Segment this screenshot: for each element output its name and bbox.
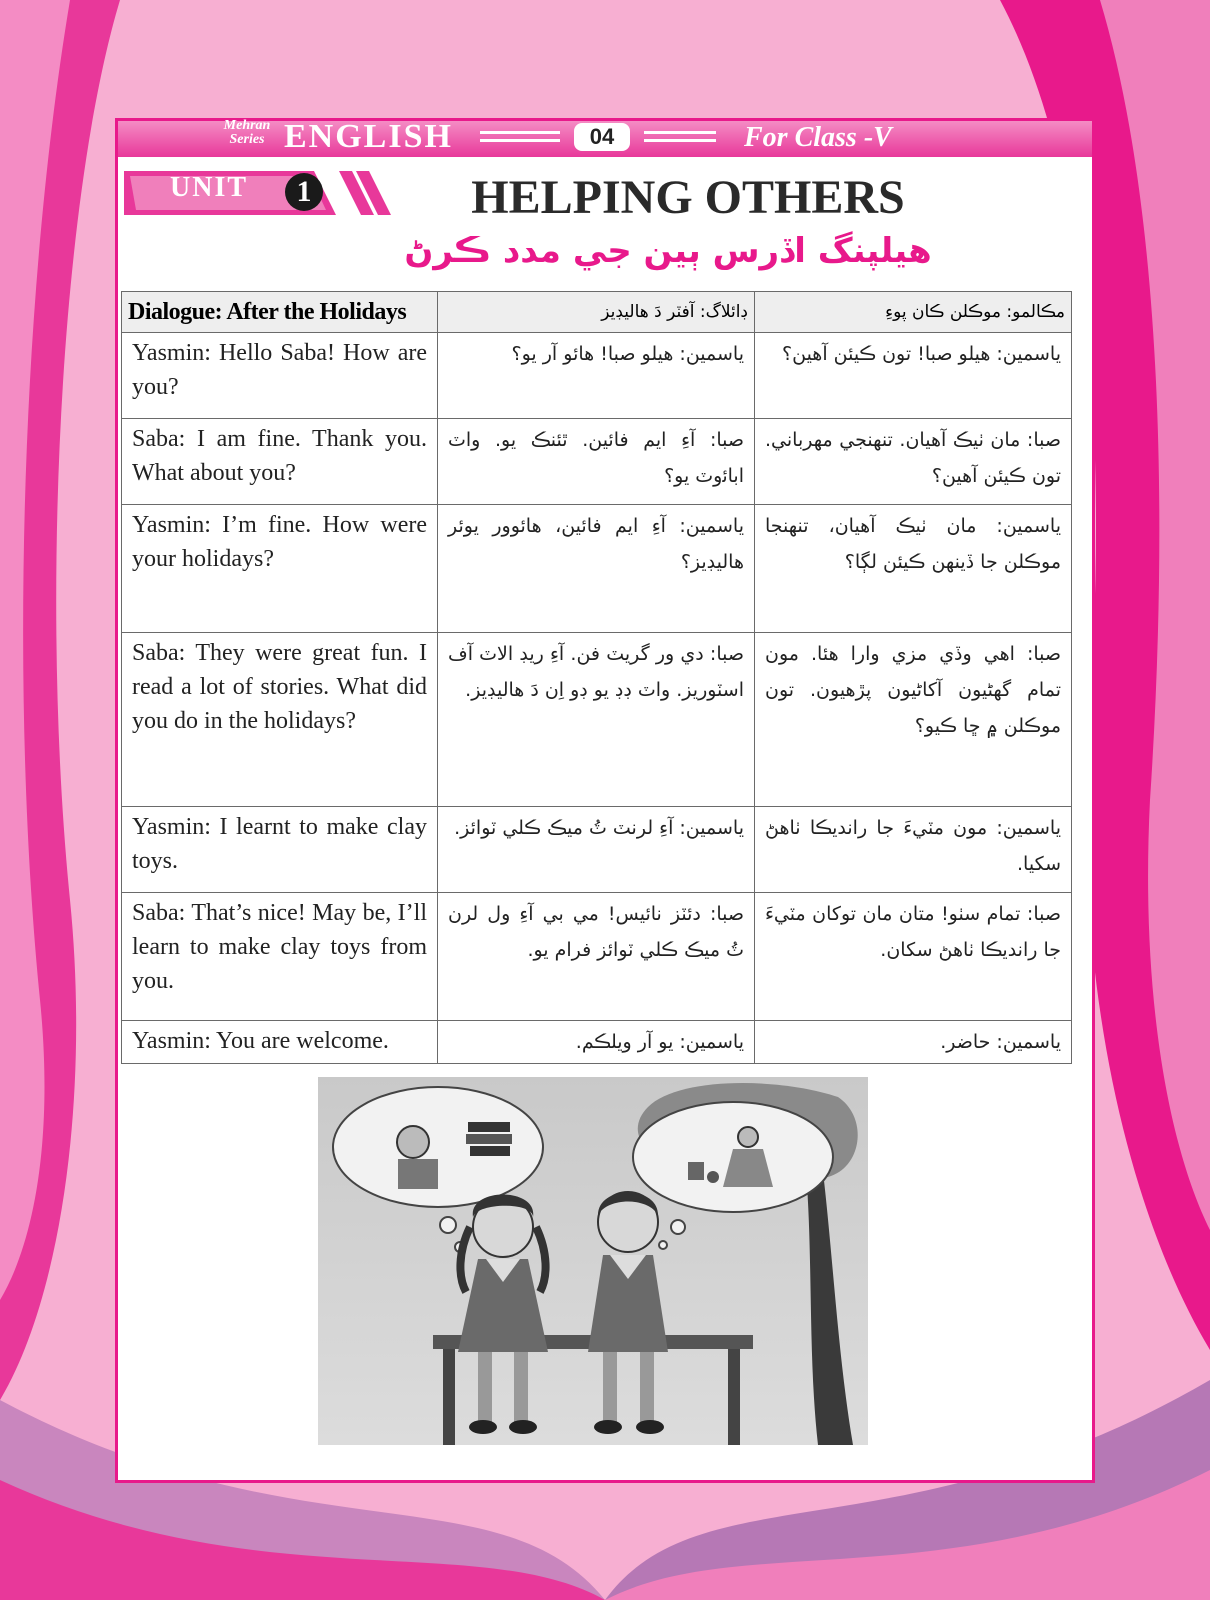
transliteration-line: ياسمين: يو آر ويلڪم. bbox=[438, 1021, 755, 1064]
textbook-page bbox=[115, 118, 1095, 1483]
header-english: Dialogue: After the Holidays bbox=[122, 292, 438, 333]
sindhi-line: ياسمين: هيلو صبا! تون ڪيئن آهين؟ bbox=[755, 333, 1072, 419]
header-sindhi: مڪالمو: موڪلن ڪان پوءِ bbox=[755, 292, 1072, 333]
sindhi-line: ياسمين: مان ٺيڪ آهيان، تنهنجا موڪلن جا ڏينهن ڪيئن لڳا؟ bbox=[755, 505, 1072, 633]
transliteration-line: صبا: دئٽز نائيس! مي بي آءِ ول لرن ٽُ ميڪ ڪلي ٽوائز فرام يو. bbox=[438, 893, 755, 1021]
subject-title: ENGLISH bbox=[284, 118, 453, 155]
sindhi-line: صبا: مان ٺيڪ آهيان. تنهنجي مهرباني. تون ڪيئن آهين؟ bbox=[755, 419, 1072, 505]
table-row bbox=[122, 633, 1072, 807]
tree-trunk bbox=[806, 1172, 853, 1445]
header-rule-left bbox=[480, 131, 560, 134]
sindhi-line: ياسمين: حاضر. bbox=[755, 1021, 1072, 1064]
series-label: Mehran Series bbox=[223, 118, 271, 147]
sindhi-line: ياسمين: مون مٽيءَ جا رانديڪا ٺاهڻ سکيا. bbox=[755, 807, 1072, 893]
page-number: 04 bbox=[574, 123, 630, 151]
unit-label: UNIT bbox=[170, 172, 249, 203]
illustration bbox=[318, 1077, 868, 1445]
header-rule-left bbox=[480, 139, 560, 142]
transliteration-line: ياسمين: آءِ لرنٽ ٽُ ميڪ ڪلي ٽوائز. bbox=[438, 807, 755, 893]
dialogue-table bbox=[121, 291, 1072, 1064]
header-rule-right bbox=[644, 131, 716, 134]
lesson-subtitle: هيلپنگ اڏرس ٻين جي مدد ڪرڻ bbox=[404, 231, 932, 271]
transliteration-line: ياسمين: هيلو صبا! هائو آر يو؟ bbox=[438, 333, 755, 419]
transliteration-line: ياسمين: آءِ ايم فائين، هائوور يوئر هاليڊيز؟ bbox=[438, 505, 755, 633]
english-line: Yasmin: Hello Saba! How are you? bbox=[122, 333, 438, 419]
english-line: Saba: That’s nice! May be, I’ll learn to make clay toys from you. bbox=[122, 893, 438, 1021]
children-on-bench-illustration bbox=[318, 1077, 868, 1445]
unit-number: 1 bbox=[285, 173, 323, 211]
english-line: Saba: They were great fun. I read a lot of stories. What did you do in the holidays? bbox=[122, 633, 438, 807]
table-row bbox=[122, 333, 1072, 419]
table-header-row bbox=[122, 292, 1072, 333]
english-line: Yasmin: You are welcome. bbox=[122, 1021, 438, 1064]
header-transliteration: ڊائلاگ: آفٽر دَ هاليڊيز bbox=[438, 292, 755, 333]
english-line: Yasmin: I learnt to make clay toys. bbox=[122, 807, 438, 893]
table-row bbox=[122, 807, 1072, 893]
english-line: Saba: I am fine. Thank you. What about you? bbox=[122, 419, 438, 505]
table-row bbox=[122, 419, 1072, 505]
class-label: For Class -V bbox=[744, 122, 892, 153]
table-row bbox=[122, 893, 1072, 1021]
page-header bbox=[118, 118, 1092, 157]
sindhi-line: صبا: اهي وڏي مزي وارا هئا. مون تمام گهڻيون آکاڻيون پڙهيون. تون موڪلن ۾ ڇا ڪيو؟ bbox=[755, 633, 1072, 807]
header-rule-right bbox=[644, 139, 716, 142]
lesson-title: HELPING OTHERS bbox=[471, 171, 905, 224]
table-row bbox=[122, 1021, 1072, 1064]
english-line: Yasmin: I’m fine. How were your holidays? bbox=[122, 505, 438, 633]
transliteration-line: صبا: دي ور گريٽ فن. آءِ ريڊ الاٽ آف اسٽوريز. واٽ ڊڊ يو ڊو اِن دَ هاليڊيز. bbox=[438, 633, 755, 807]
table-row bbox=[122, 505, 1072, 633]
transliteration-line: صبا: آءِ ايم فائين. ٿئنڪ يو. واٽ اباﺋوٽ يو؟ bbox=[438, 419, 755, 505]
sindhi-line: صبا: تمام سٺو! متان مان توکان مٽيءَ جا رانديڪا ٺاهڻ سکان. bbox=[755, 893, 1072, 1021]
